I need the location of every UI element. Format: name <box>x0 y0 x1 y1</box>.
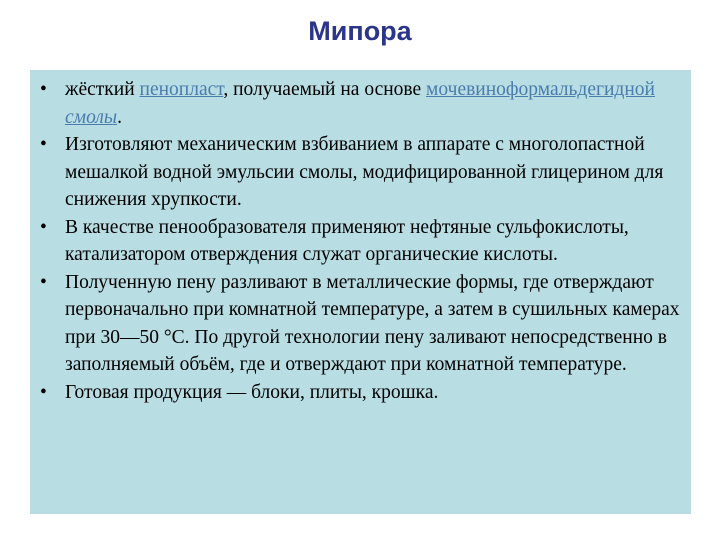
link-urea-formaldehyde[interactable]: мочевиноформальдегидной <box>426 79 655 100</box>
bullet-marker: • <box>40 271 47 293</box>
bullet-marker: • <box>40 79 47 100</box>
list-item <box>30 76 691 131</box>
link-resin[interactable]: смолы <box>65 106 118 128</box>
slide-title: Мипора <box>308 16 412 46</box>
item-text: , получаемый на основе <box>223 79 427 100</box>
bullet-marker: • <box>40 216 47 238</box>
item-text: жёсткий <box>65 79 140 100</box>
bullet-list <box>30 76 691 406</box>
list-item <box>30 269 691 379</box>
item-text: . <box>117 106 122 128</box>
list-item <box>30 214 691 269</box>
list-item <box>30 131 691 214</box>
bullet-marker: • <box>40 134 47 155</box>
link-penoplast[interactable]: пенопласт <box>139 79 224 100</box>
content-panel <box>30 70 691 514</box>
bullet-marker: • <box>40 381 47 403</box>
list-item <box>30 379 691 407</box>
item-text: Изготовляют механическим взбиванием в аппарате с многолопастной мешалкой водной эмульсии смолы, модифицированной глицерином для снижения хрупкости. <box>65 134 664 210</box>
item-text: Полученную пену разливают в металлические формы, где отверждают первоначально при комнатной температуре, а затем в сушильных камерах при 30—50 °С. По другой технологии пену заливают непосредственно в заполняемый объём, где и отверждают при комнатной температуре. <box>65 271 680 375</box>
item-text: Готовая продукция — блоки, плиты, крошка. <box>65 381 439 403</box>
item-text: В качестве пенообразователя применяют нефтяные сульфокислоты, катализатором отверждения служат органические кислоты. <box>65 216 629 265</box>
